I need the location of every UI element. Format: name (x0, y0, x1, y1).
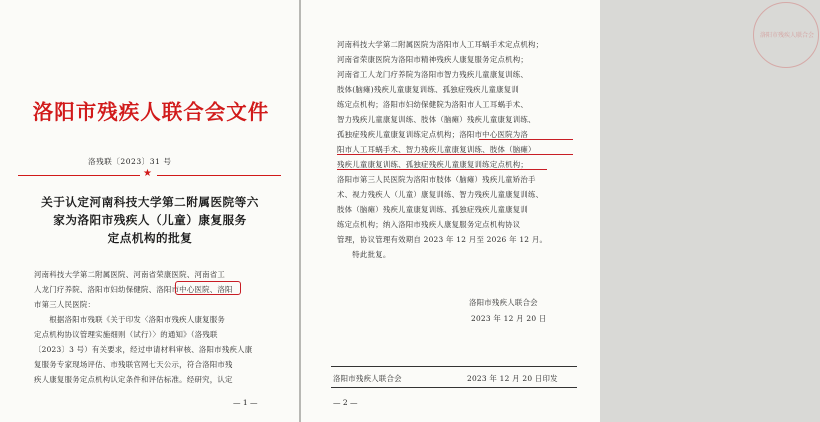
body-line: 河南科技大学第二附属医院、河南省荣康医院、河南省工 (34, 270, 226, 279)
document-header-title: 洛阳市残疾人联合会文件 (32, 100, 270, 124)
body-line: 人龙门疗养院、洛阳市妇幼保健院、洛阳市中心医院、洛阳 (34, 285, 233, 294)
body-line: 阳市人工耳蜗手术、智力残疾儿童康复训练、肢体（脑瘫） (337, 145, 536, 154)
body-line: 市第三人民医院： (34, 300, 96, 309)
subject-line-2: 家为洛阳市残疾人（儿童）康复服务 (53, 213, 247, 227)
body-line: 智力残疾儿童康复训练、肢体（脑瘫）残疾儿童康复训练、 (337, 115, 536, 124)
underline-annotation (337, 154, 573, 155)
body-line: 练定点机构；洛阳市妇幼保健院为洛阳市人工耳蜗手术、 (337, 100, 529, 109)
body-line: 洛阳市第三人民医院为洛阳市肢体（脑瘫）残疾儿童矫治手 (337, 175, 536, 184)
document-page-1 (0, 0, 299, 422)
body-line: 练定点机构；纳入洛阳市残疾人康复服务定点机构协议 (337, 220, 521, 229)
body-line: 残疾儿童康复训练、孤独症残疾儿童康复训练定点机构； (337, 160, 529, 169)
body-line: 疾人康复服务定点机构认定条件和评估标准。经研究，认定 (34, 375, 233, 384)
footer-issue-date: 2023 年 12 月 20 日印发 (467, 374, 558, 383)
body-line: 河南省工人龙门疗养院为洛阳市智力残疾儿童康复训练、 (337, 70, 529, 79)
body-line: 孤独症残疾儿童康复训练定点机构；洛阳市中心医院为洛 (337, 130, 529, 139)
footer-organization: 洛阳市残疾人联合会 (333, 374, 402, 383)
body-line: 复服务专家现场评估、市残联官网七天公示，符合洛阳市残 (34, 360, 233, 369)
body-line: 河南省荣康医院为洛阳市精神残疾人康复服务定点机构； (337, 55, 529, 64)
body-line: 定点机构协议管理实施细则（试行）〉的通知》（洛残联 (34, 330, 218, 339)
body-line: 根据洛阳市残联《关于印发〈洛阳市残疾人康复服务 (34, 315, 226, 324)
signature-organization: 洛阳市残疾人联合会 (469, 298, 538, 307)
document-number: 洛残联〔2023〕31 号 (88, 157, 172, 166)
body-line: 〔2023〕3 号）有关要求，经过申请材料审核、洛阳市残疾人康 (34, 345, 253, 354)
page-number: — 1 — (233, 398, 258, 407)
official-seal: 洛阳市残疾人联合会 (753, 2, 819, 68)
signature-date: 2023 年 12 月 20 日 (471, 314, 547, 323)
underline-annotation (479, 139, 573, 140)
footer-rule-bottom (331, 387, 577, 388)
body-line: 河南科技大学第二附属医院为洛阳市人工耳蜗手术定点机构； (337, 40, 544, 49)
header-red-rule-right (157, 175, 281, 176)
document-page-2 (301, 0, 814, 422)
underline-annotation (337, 169, 547, 170)
highlight-box-central-hospital (175, 281, 241, 295)
header-red-rule-left (18, 175, 140, 176)
body-line: 术、视力残疾人（儿童）康复训练、智力残疾儿童康复训练、 (337, 190, 544, 199)
subject-line-1: 关于认定河南科技大学第二附属医院等六 (41, 195, 259, 209)
page-number: — 2 — (333, 398, 358, 407)
body-line: 肢体（脑瘫）残疾儿童康复训练、孤独症残疾儿童康复训 (337, 205, 529, 214)
body-line: 特此批复。 (337, 250, 391, 259)
subject-line-3: 定点机构的批复 (107, 231, 193, 245)
red-star-icon: ★ (143, 168, 152, 179)
footer-rule-top (331, 366, 577, 367)
body-line: 肢体(脑瘫)残疾儿童康复训练、孤独症残疾儿童康复训 (337, 85, 520, 94)
body-line: 管理，协议管理有效期自 2023 年 12 月至 2026 年 12 月。 (337, 235, 548, 244)
